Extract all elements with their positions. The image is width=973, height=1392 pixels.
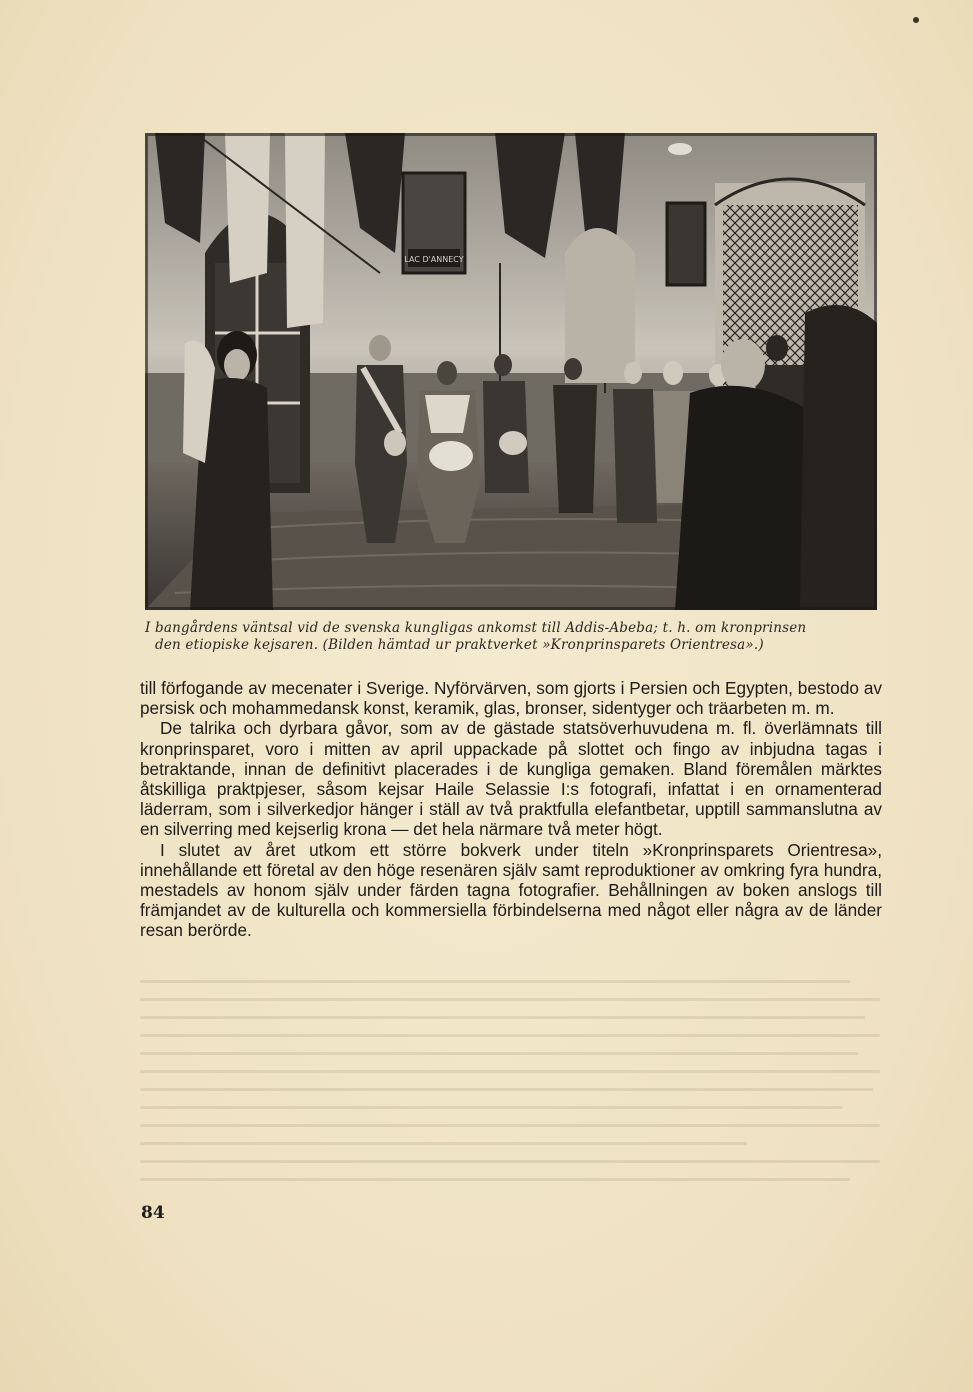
poster-sign-text: LAC D'ANNECY bbox=[404, 255, 464, 264]
figure-caption bbox=[145, 620, 880, 654]
ink-speck bbox=[913, 17, 919, 23]
paragraph-3: I slutet av året utkom ett större bokverk under titeln »Kronprinsparets Orientresa», innehållande ett företal av den höge resenären själv samt reproduktioner av omkring fyra hundra, mestadels av honom själv under färden tagna fotografier. Behållningen av boken anslogs till främjandet av de kulturella och kommersiella förbindelserna med något eller några av de länder resan berörde. bbox=[140, 839, 882, 941]
caption-line-2: den etiopiske kejsaren. (Bilden hämtad ur praktverket »Kronprinsparets Orientresa».) bbox=[155, 637, 764, 653]
paragraph-2: De talrika och dyrbara gåvor, som av de gästade statsöverhuvudena m. fl. överlämnats till kronprinsparet, voro i mitten av april uppackade på slottet och fingo av inbjudna tagas i betraktande, innan de definitivt placerades i de kungliga gemaken. Bland föremålen märktes åtskilliga praktpjeser, såsom kejsar Haile Selassie I:s fotografi, infattat i en ornamenterad läderram, som i silverkedjor hänger i ställ av två praktfulla elefantbetar, upptill sammanslutna av en silverring med kejserlig krona — det hela närmare två meter högt. bbox=[140, 718, 882, 840]
body-text bbox=[140, 678, 882, 941]
paragraph-1: till förfogande av mecenater i Sverige. Nyförvärven, som gjorts i Persien och Egypten, bestodo av persisk och mohammedansk konst, keramik, glas, bronser, sidentyger och träarbeten m. m. bbox=[140, 678, 882, 719]
photograph-waiting-room bbox=[145, 133, 877, 610]
page-number: 84 bbox=[141, 1203, 165, 1223]
caption-line-1: I bangårdens väntsal vid de svenska kungligas ankomst till Addis-Abeba; t. h. om kronprinsen bbox=[145, 620, 807, 636]
show-through-text bbox=[140, 965, 880, 1195]
